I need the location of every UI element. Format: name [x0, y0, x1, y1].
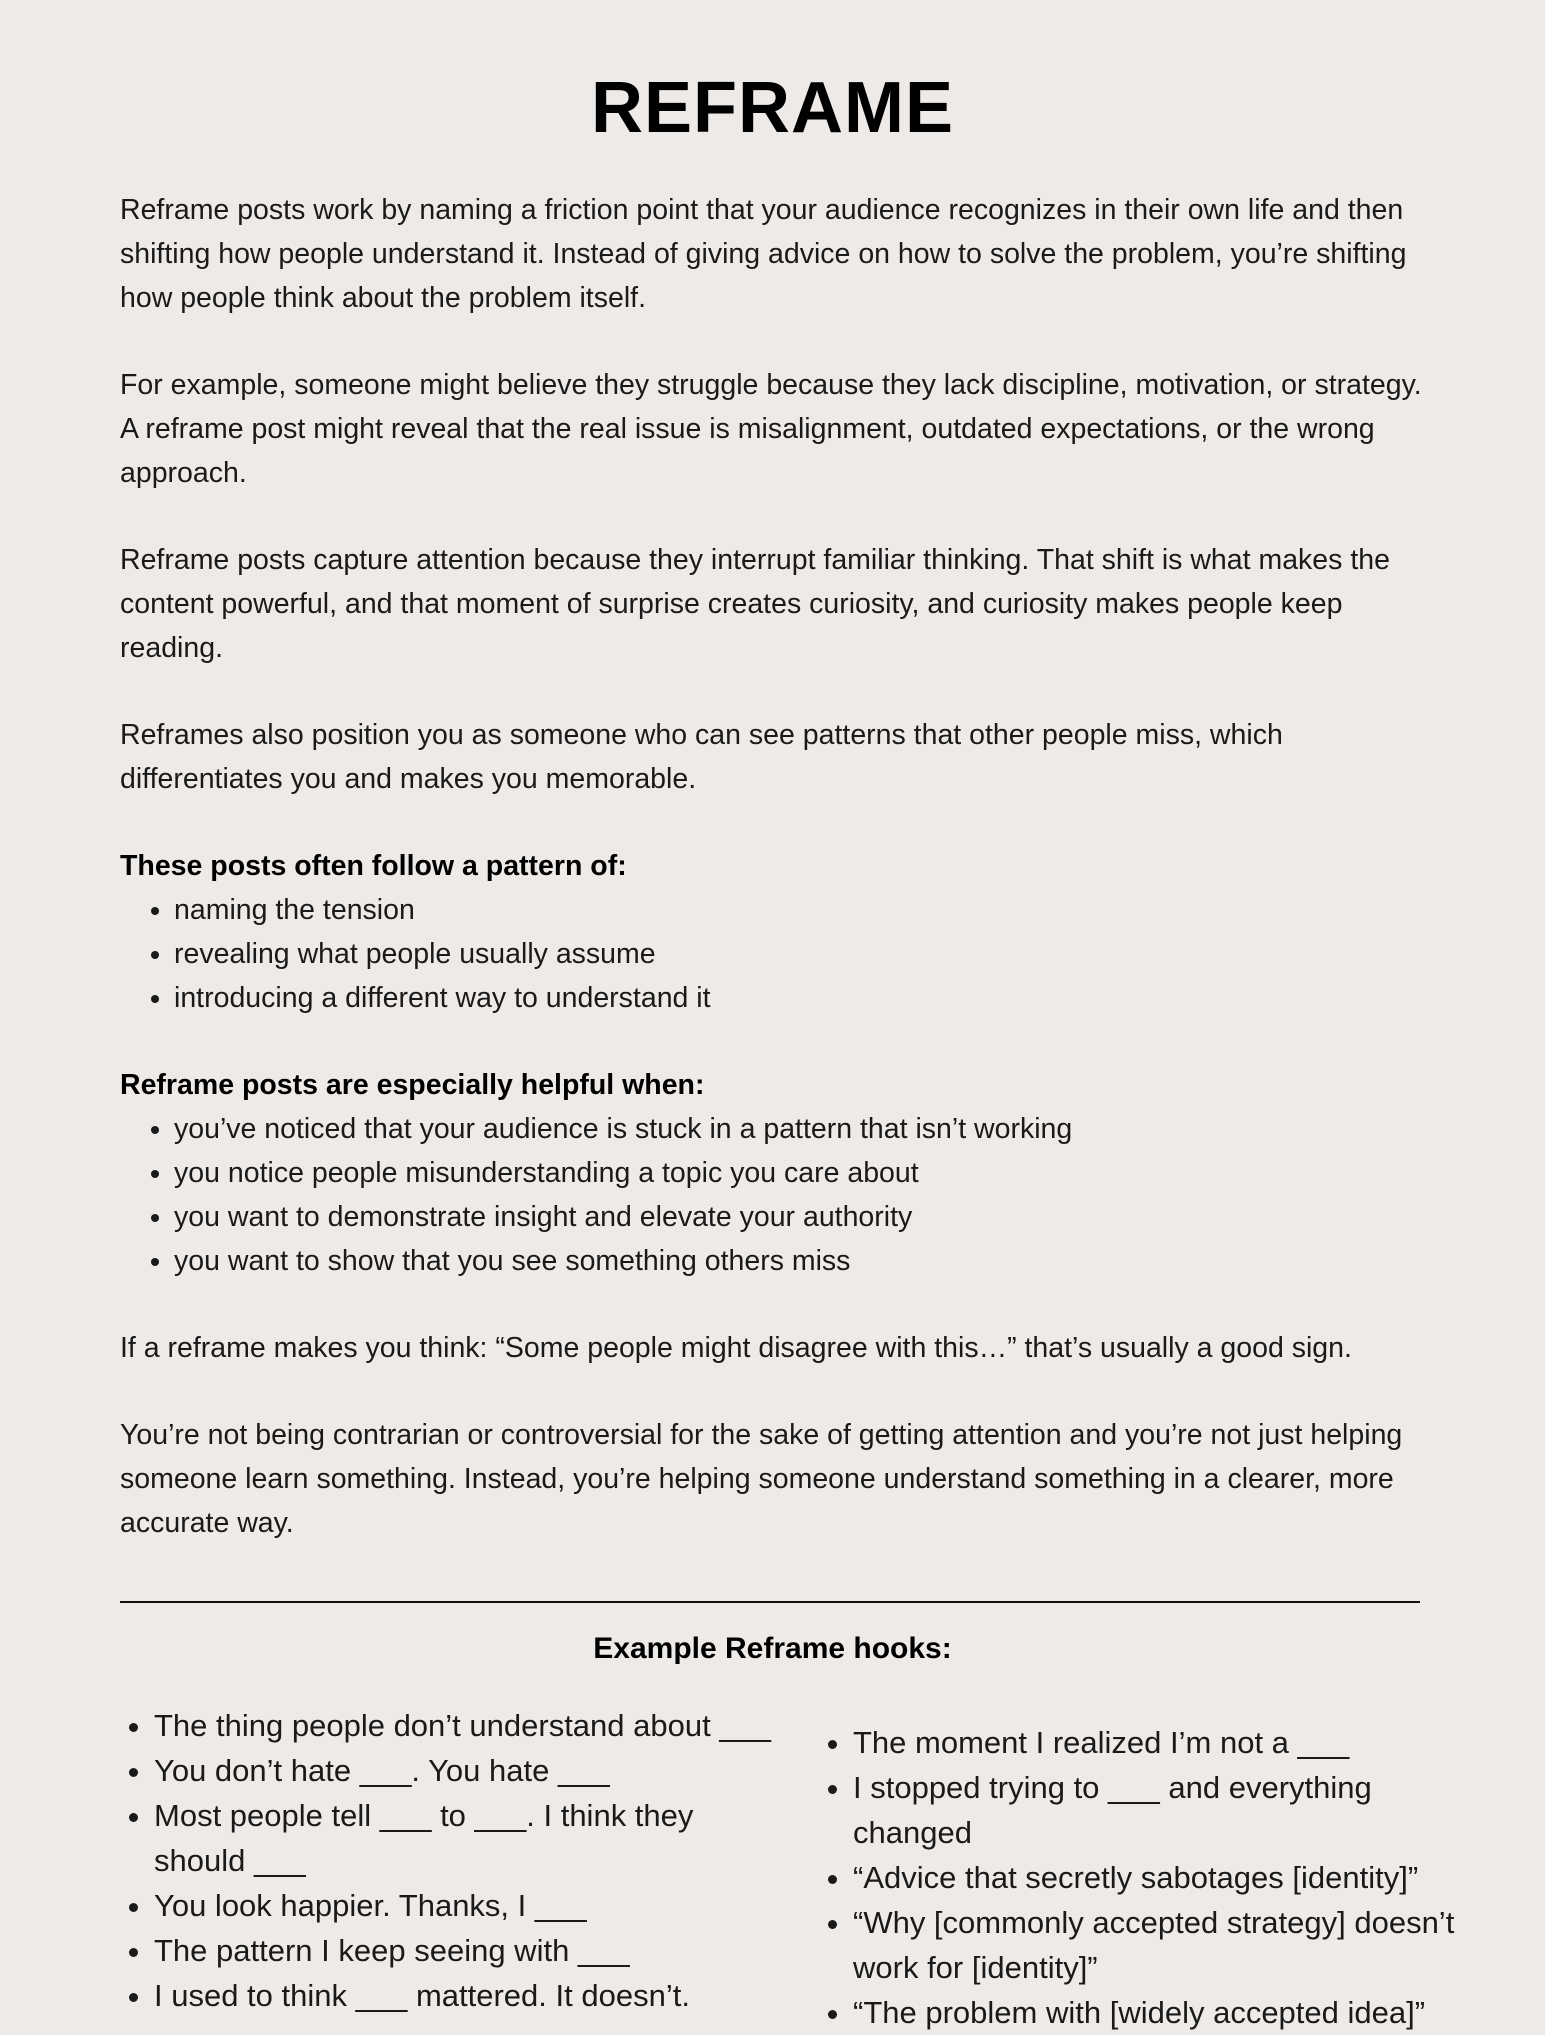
helpful-list	[120, 1107, 1425, 1283]
good-sign-paragraph: If a reframe makes you think: “Some people might disagree with this…” that’s usually a good sign.	[120, 1332, 1352, 1364]
hook-item: • “Advice that secretly sabotages [identity]”	[853, 1855, 1499, 1900]
hook-item: • Most people tell ___ to ___. I think they should ___	[154, 1793, 774, 1883]
contrarian-paragraph: You’re not being contrarian or controversial for the sake of getting attention and you’re not just helping someone learn something. Instead, you’re helping someone understand something in a clearer, more accurate way.	[120, 1419, 1403, 1539]
hook-item: • You don’t hate ___. You hate ___	[154, 1748, 774, 1793]
hooks-list-left	[120, 1703, 774, 2035]
list-item: • you notice people misunderstanding a topic you care about	[174, 1151, 1425, 1195]
section-divider	[120, 1601, 1420, 1603]
hook-item: • I stopped trying to ___ and everything changed	[853, 1765, 1499, 1855]
hooks-columns	[120, 1703, 1455, 2035]
pattern-heading: These posts often follow a pattern of:	[120, 850, 627, 882]
list-item: • introducing a different way to understand it	[174, 976, 1425, 1020]
hooks-list-right	[819, 1720, 1499, 2035]
hook-item: • The thing people don’t understand about ___	[154, 1703, 774, 1748]
list-item: • you’ve noticed that your audience is stuck in a pattern that isn’t working	[174, 1107, 1425, 1151]
pattern-list	[120, 888, 1425, 1020]
hook-item: • You look happier. Thanks, I ___	[154, 1883, 774, 1928]
hook-item: • The pattern I keep seeing with ___	[154, 1928, 774, 1973]
list-item: • revealing what people usually assume	[174, 932, 1425, 976]
list-item: • naming the tension	[174, 888, 1425, 932]
page-title: REFRAME	[591, 68, 954, 148]
hook-item: • The moment I realized I’m not a ___	[853, 1720, 1499, 1765]
hook-item: • “Why [commonly accepted strategy] doesn’t work for [identity]”	[853, 1900, 1499, 1990]
example-paragraph: For example, someone might believe they struggle because they lack discipline, motivation, or strategy. A reframe post might reveal that the real issue is misalignment, outdated expectations, or the wrong approach.	[120, 369, 1422, 489]
position-paragraph: Reframes also position you as someone who can see patterns that other people miss, which differentiates you and makes you memorable.	[120, 719, 1283, 795]
hooks-heading: Example Reframe hooks:	[593, 1632, 952, 1665]
list-item: • you want to demonstrate insight and elevate your authority	[174, 1195, 1425, 1239]
attention-paragraph: Reframe posts capture attention because they interrupt familiar thinking. That shift is what makes the content powerful, and that moment of surprise creates curiosity, and curiosity makes people keep reading.	[120, 544, 1390, 664]
hook-item: • I used to think ___ mattered. It doesn’t.	[154, 1973, 774, 2018]
list-item: • you want to show that you see something others miss	[174, 1239, 1425, 1283]
intro-paragraph: Reframe posts work by naming a friction point that your audience recognizes in their own life and then shifting how people understand it. Instead of giving advice on how to solve the problem, you’re shifting how people think about the problem itself.	[120, 194, 1407, 314]
hook-item: • “The problem with [widely accepted idea]”	[853, 1990, 1499, 2035]
helpful-heading: Reframe posts are especially helpful when:	[120, 1069, 705, 1101]
